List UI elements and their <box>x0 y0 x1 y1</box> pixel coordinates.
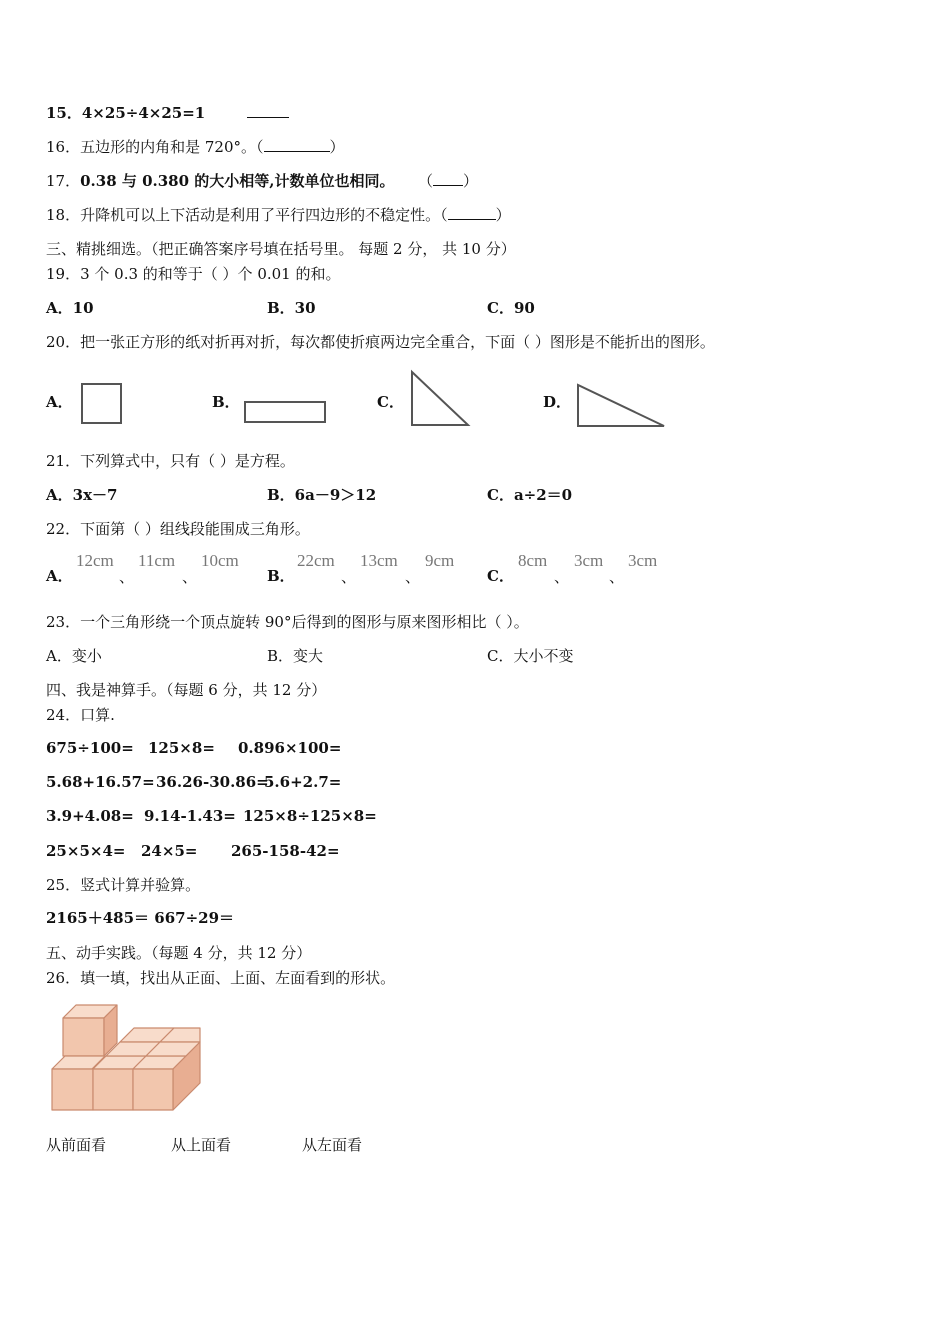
q16-text: 五边形的内角和是 720°。 <box>80 138 256 156</box>
q19-option-b[interactable]: B．30 <box>267 299 316 317</box>
q22-b-length-1: 22cm <box>297 551 335 570</box>
q24-r3-c3: 125×8÷125×8= <box>243 807 377 825</box>
q19-text: 19．3 个 0.3 的和等于（ ）个 0.01 的和。 <box>46 265 341 283</box>
q22-option-b-label[interactable]: B． <box>267 567 295 585</box>
cube-front-2 <box>93 1069 133 1110</box>
q22-b-sep-1: 、 <box>341 568 357 586</box>
q23-option-a[interactable]: A．变小 <box>46 647 102 665</box>
q24-r2-c1: 5.68+16.57= <box>46 773 155 791</box>
q26-view-left-label: 从左面看 <box>302 1136 363 1154</box>
q22-b-length-2: 13cm <box>360 551 398 570</box>
q24-text: 24．口算. <box>46 706 115 724</box>
section-3-heading: 三、精挑细选。（把正确答案序号填在括号里。 每题 2 分， 共 10 分） <box>46 240 516 258</box>
q24-r4-c1: 25×5×4= <box>46 842 126 860</box>
q23-option-b[interactable]: B．变大 <box>267 647 324 665</box>
q22-a-length-3: 10cm <box>201 551 239 570</box>
q18-paren-right: ） <box>495 206 511 224</box>
q19-option-a[interactable]: A．10 <box>46 299 94 317</box>
q17-paren-right: ） <box>463 172 479 190</box>
q22-a-length-2: 11cm <box>138 551 176 570</box>
q22-c-length-3: 3cm <box>628 551 658 570</box>
q16-paren-right: ） <box>329 138 345 156</box>
q25-text: 25．竖式计算并验算。 <box>46 876 201 894</box>
q22-option-a-label[interactable]: A． <box>46 567 73 585</box>
q16-number: 16． <box>46 138 81 156</box>
q15-text: 4×25÷4×25=1 <box>81 104 206 122</box>
q21-option-c[interactable]: C．a÷2＝0 <box>487 486 573 504</box>
q18-text: 升降机可以上下活动是利用了平行四边形的不稳定性。 <box>80 206 441 224</box>
q22-a-length-1: 12cm <box>76 551 114 570</box>
q18-paren-left: （ <box>440 206 448 224</box>
q22-text: 22．下面第（ ）组线段能围成三角形。 <box>46 520 310 538</box>
q24-r4-c3: 265-158-42= <box>231 842 340 860</box>
q25-expressions: 2165＋485＝ 667÷29＝ <box>46 909 235 927</box>
q21-option-a[interactable]: A．3x－7 <box>46 486 118 504</box>
q23-option-c[interactable]: C．大小不变 <box>487 647 574 665</box>
q24-r2-c3: 5.6+2.7= <box>264 773 342 791</box>
q26-text: 26．填一填，找出从正面、上面、左面看到的形状。 <box>46 969 396 987</box>
q24-r3-c1: 3.9+4.08= <box>46 807 134 825</box>
q26-view-front-label: 从前面看 <box>46 1136 107 1154</box>
cube-front-1 <box>52 1069 93 1110</box>
q22-c-length-1: 8cm <box>518 551 548 570</box>
q22-c-length-2: 3cm <box>574 551 604 570</box>
q22-c-sep-2: 、 <box>609 568 625 586</box>
q24-r1-c2: 125×8= <box>148 739 215 757</box>
q21-text: 21．下列算式中，只有（ ）是方程。 <box>46 452 295 470</box>
q22-a-sep-2: 、 <box>182 568 198 586</box>
q26-view-top-label: 从上面看 <box>171 1136 232 1154</box>
q17-text: 0.38 与 0.380 的大小相等,计数单位也相同。 <box>80 172 395 190</box>
q20-option-d-label[interactable]: D． <box>543 393 572 411</box>
q17-number: 17． <box>46 172 81 190</box>
q24-r1-c3: 0.896×100= <box>238 739 342 757</box>
cube-stack-front <box>63 1018 104 1056</box>
q22-a-sep-1: 、 <box>119 568 135 586</box>
q20-text: 20．把一张正方形的纸对折再对折，每次都使折痕两边完全重合，下面（ ）图形是不能折出的图形。 <box>46 333 715 351</box>
q22-c-sep-1: 、 <box>554 568 570 586</box>
section-4-heading: 四、我是神算手。（每题 6 分，共 12 分） <box>46 681 327 699</box>
q22-b-length-3: 9cm <box>425 551 455 570</box>
q20-option-b-label[interactable]: B． <box>212 393 240 411</box>
q19-option-c[interactable]: C．90 <box>487 299 535 317</box>
q21-option-b[interactable]: B．6a－9＞12 <box>267 486 377 504</box>
q24-r1-c1: 675÷100= <box>46 739 134 757</box>
q24-r2-c2: 36.26-30.86= <box>156 773 269 791</box>
q15-number: 15． <box>46 104 82 122</box>
q20-option-a-label[interactable]: A． <box>46 393 73 411</box>
q20-option-c-label[interactable]: C． <box>377 393 404 411</box>
q24-r4-c2: 24×5= <box>141 842 198 860</box>
q23-text: 23．一个三角形绕一个顶点旋转 90°后得到的图形与原来图形相比（ ）。 <box>46 613 529 631</box>
q18-number: 18． <box>46 206 81 224</box>
q17-paren-left: （ <box>418 172 434 190</box>
cube-front-3 <box>133 1069 173 1110</box>
q16-paren-left: （ <box>256 138 264 156</box>
q22-option-c-label[interactable]: C． <box>487 567 514 585</box>
section-5-heading: 五、动手实践。（每题 4 分，共 12 分） <box>46 944 312 962</box>
q22-b-sep-2: 、 <box>405 568 421 586</box>
q24-r3-c2: 9.14-1.43= <box>144 807 236 825</box>
